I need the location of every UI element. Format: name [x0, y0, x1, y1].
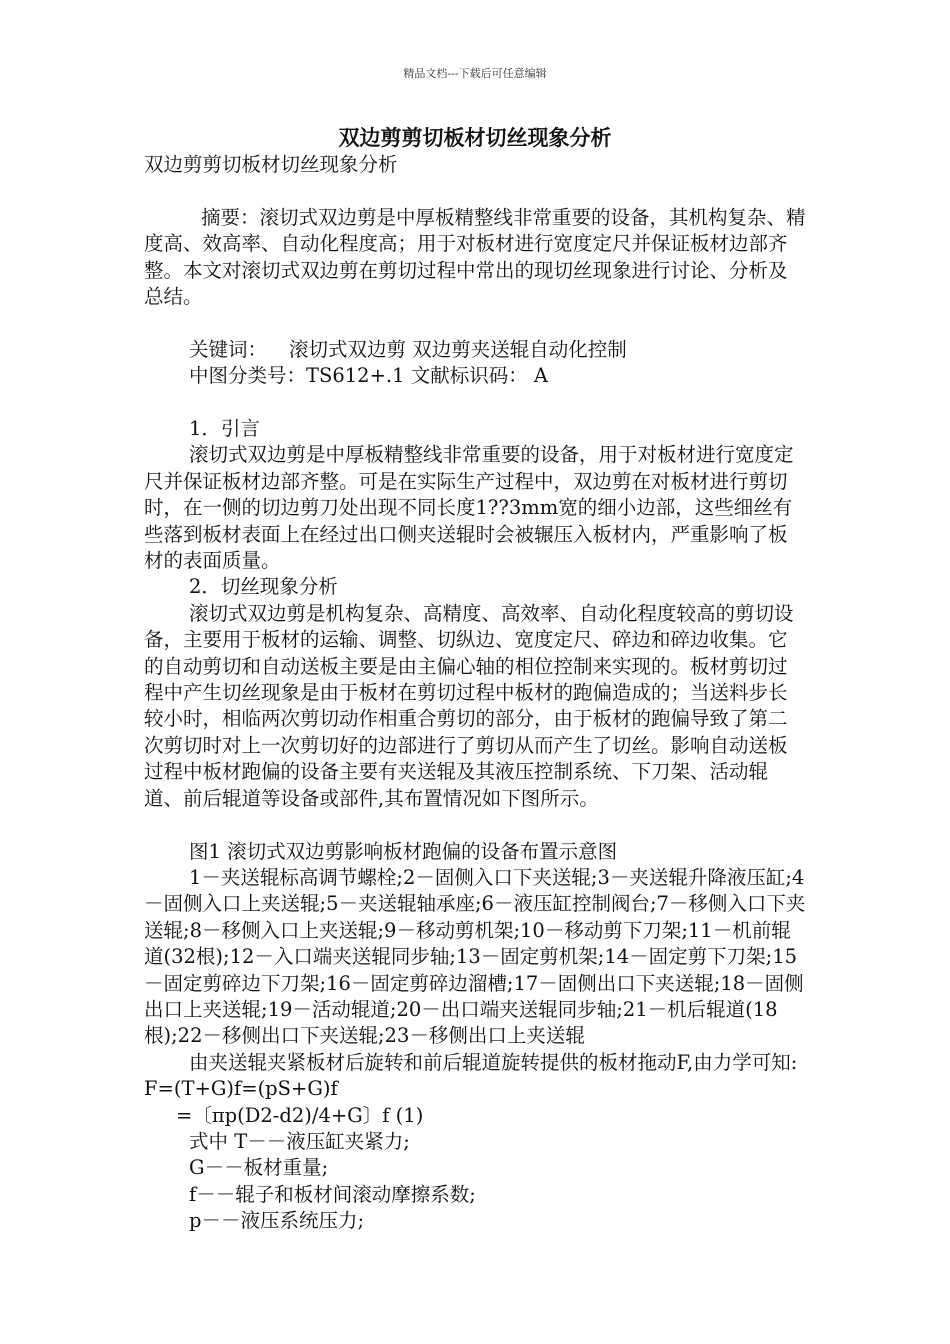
- abstract-paragraph: 摘要：滚切式双边剪是中厚板精整线非常重要的设备，其机构复杂、精度高、效高率、自动化程度高；用于对板材进行宽度定尺并保证板材边部齐整。本文对滚切式双边剪在剪切过程中常出的现切丝现象进行讨论、分析及总结。: [144, 205, 806, 309]
- section1-paragraph: 滚切式双边剪是中厚板精整线非常重要的设备，用于对板材进行宽度定尺并保证板材边部齐整。可是在实际生产过程中，双边剪在对板材进行剪切时，在一侧的切边剪刀处出现不同长度1??3mm宽的细小边部，这些细丝有些落到板材表面上在经过出口侧夹送辊时会被辗压入板材内，严重影响了板材的表面质量。: [144, 443, 794, 573]
- keywords-value: 滚切式双边剪 双边剪夹送辊自动化控制: [289, 337, 627, 361]
- variable-T: 式中 T－－液压缸夹紧力;: [189, 1129, 410, 1153]
- document-body: [144, 152, 806, 1235]
- variable-p: p－－液压系统压力;: [189, 1209, 365, 1233]
- spacer: [144, 390, 806, 416]
- document-title: 双边剪剪切板材切丝现象分析: [338, 125, 612, 150]
- section1-heading: 1．引言: [189, 417, 260, 441]
- section2-heading: 2．切丝现象分析: [189, 575, 338, 599]
- classification-line: 中图分类号：TS612+.1 文献标识码： A: [189, 364, 549, 388]
- formula-line: =〔πp(D2-d2)/4+G〕f (1): [176, 1103, 424, 1127]
- section2-paragraph: 滚切式双边剪是机构复杂、高精度、高效率、自动化程度较高的剪切设备，主要用于板材的运输、调整、切纵边、宽度定尺、碎边和碎边收集。它的自动剪切和自动送板主要是由主偏心轴的相位控制来实现的。板材剪切过程中产生切丝现象是由于板材在剪切过程中板材的跑偏造成的；当送料步长较小时，相临两次剪切动作相重合剪切的部分，由于板材的跑偏导致了第二次剪切时对上一次剪切好的边部进行了剪切从而产生了切丝。影响自动送板过程中板材跑偏的设备主要有夹送辊及其液压控制系统、下刀架、活动辊道、前后辊道等设备或部件,其布置情况如下图所示。: [144, 601, 794, 810]
- spacer: [144, 812, 806, 838]
- document-subtitle: 双边剪剪切板材切丝现象分析: [144, 153, 398, 176]
- figure-caption: 图1 滚切式双边剪影响板材跑偏的设备布置示意图: [189, 839, 618, 863]
- spacer: [144, 310, 806, 336]
- variable-f: f－－辊子和板材间滚动摩擦系数;: [189, 1182, 476, 1206]
- force-paragraph: 由夹送辊夹紧板材后旋转和前后辊道旋转提供的板材拖动F,由力学可知: F=(T+G)f=(pS+G)f: [144, 1050, 798, 1101]
- variable-G: G－－板材重量;: [189, 1156, 329, 1180]
- keywords-label: 关键词：: [189, 337, 268, 361]
- figure-legend: 1－夹送辊标高调节螺栓;2－固侧入口下夹送辊;3－夹送辊升降液压缸;4－固侧入口上夹送辊;5－夹送辊轴承座;6－液压缸控制阀台;7－移侧入口下夹送辊;8－移侧入口上夹送辊;9－移动剪机架;10－移动剪下刀架;11－机前辊道(32根);12－入口端夹送辊同步轴;13－固定剪机架;14－固定剪下刀架;15－固定剪碎边下刀架;16－固定剪碎边溜槽;17－固侧出口下夹送辊;18－固侧出口上夹送辊;19－活动辊道;20－出口端夹送辊同步轴;21－机后辊道(18根);22－移侧出口下夹送辊;23－移侧出口上夹送辊: [144, 865, 806, 1048]
- spacer: [144, 178, 806, 204]
- keywords-line: [144, 337, 806, 363]
- header-note: 精品文档---下载后可任意编辑: [403, 67, 547, 80]
